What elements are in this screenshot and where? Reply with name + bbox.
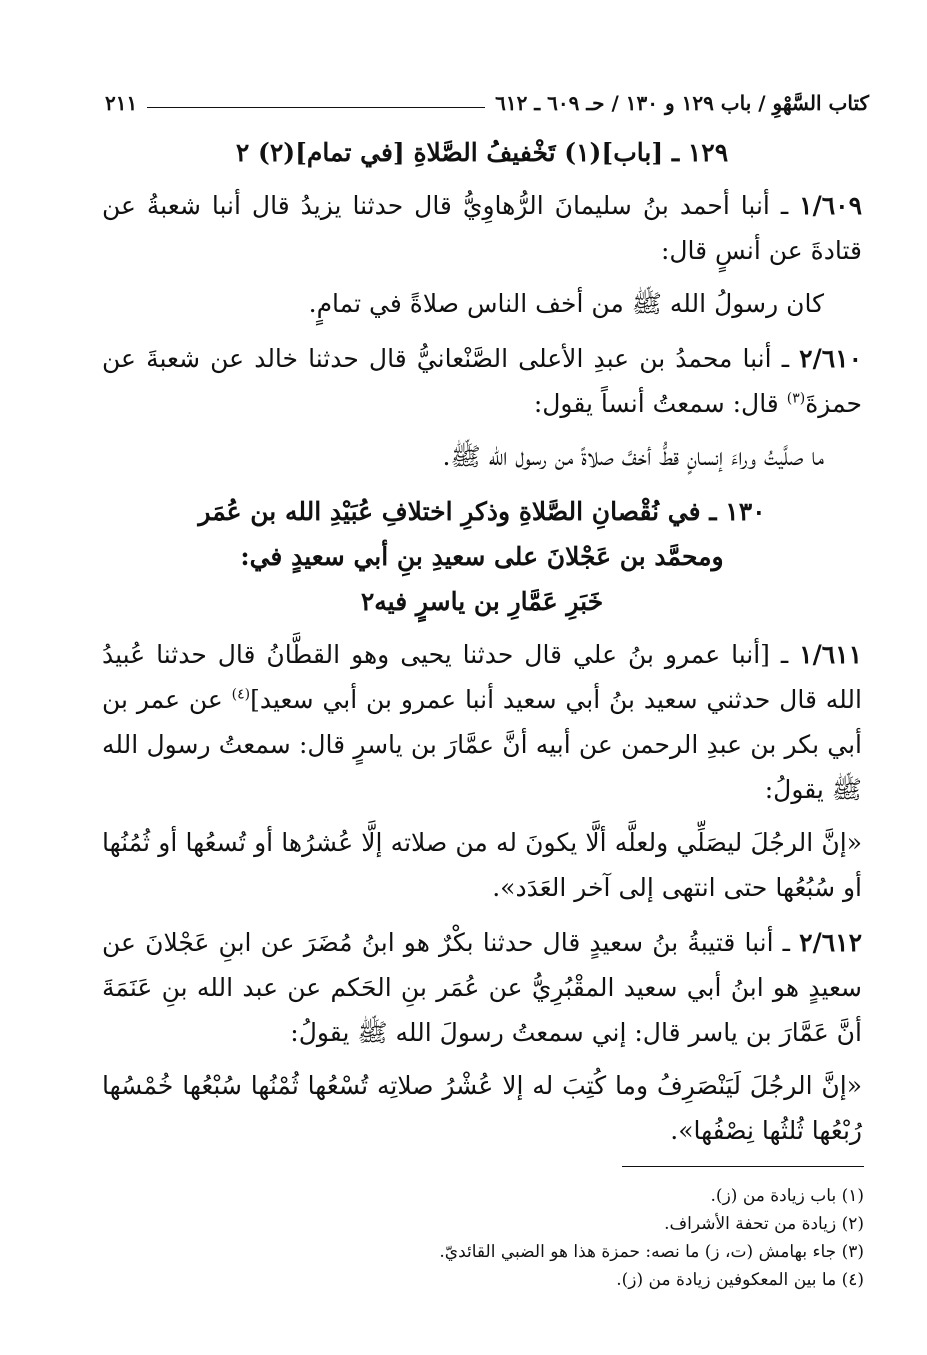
chapter-130-line-3: خَبَرِ عَمَّارِ بن ياسرٍ فيه٢ [360, 587, 604, 616]
hadith-isnad: ـ أنبا أحمد بنُ سليمانَ الرُّهاوِيُّ قال حدثنا يزيدُ قال أنبا شعبةُ عن قتادةَ عن أنسٍ قال: [102, 191, 862, 265]
hadith-610 [102, 336, 862, 426]
chapter-130-line-1: ١٣٠ ـ في نُقْصانِ الصَّلاةِ وذكرِ اختلافِ عُبَيْدِ الله بن عُمَر [198, 497, 766, 526]
running-title: كتاب السَّهْوِ / باب ١٢٩ و ١٣٠ / حـ ٦٠٩ ـ ٦١٢ [495, 91, 869, 115]
page-header [105, 86, 869, 120]
hadith-isnad: ـ أنبا محمدُ بن عبدِ الأعلى الصَّنْعانيُّ قال حدثنا خالد عن شعبةَ عن حمزةَ [102, 344, 862, 418]
page-number: ٢١١ [105, 91, 138, 115]
hadith-609 [102, 183, 862, 273]
hadith-number: ٢/٦١٢ [799, 928, 862, 957]
footnote-1: (١) باب زيادة من (ز). [710, 1186, 864, 1206]
hadith-isnad-end: عن عمر بن أبي بكر بن عبدِ الرحمن عن أبيه أنَّ عمَّارَ بن ياسرٍ قال: سمعتُ رسول الله ﷺ يقولُ: [102, 685, 862, 804]
footnote-separator [622, 1166, 864, 1167]
footnote-marker: (٤) [231, 686, 251, 703]
hadith-number: ١/٦٠٩ [799, 191, 862, 220]
hadith-612-matn: «إنَّ الرجُلَ لَيَنْصَرِفُ وما كُتِبَ له إلا عُشْرُ صلاتِه تُسْعُها ثُمْنُها سُبْعُها خُمْسُها رُبْعُها ثُلثُها نِصْفُها». [102, 1071, 862, 1145]
footnote-2: (٢) زيادة من تحفة الأشراف. [664, 1214, 864, 1234]
chapter-130-heading [102, 489, 862, 624]
hadith-isnad: ـ [أنبا عمرو بنُ علي قال حدثنا يحيى وهو القطَّانُ قال حدثنا عُبيدُ الله قال حدثني سعيد بنُ أبي سعيد أنبا عمرو بن أبي سعيد] [102, 640, 862, 714]
hadith-610-matn: ما صلَّيتُ وراءَ إنسانٍ قطُّ أخفَّ صلاةً من رسول الله ﷺ. [442, 442, 824, 471]
hadith-609-matn: كان رسولُ الله ﷺ من أخف الناس صلاةً في تمامٍ. [308, 289, 824, 318]
chapter-129-heading: ١٢٩ ـ [باب](١) تَخْفيفُ الصَّلاةِ [في تمام](٢) ٢ [235, 138, 729, 167]
hadith-number: ٢/٦١٠ [799, 344, 862, 373]
hadith-611-matn: «إنَّ الرجُلَ ليصَلِّي ولعلَّه ألَّا يكونَ له من صلاته إلَّا عُشرُها أو تُسعُها أو ثُمُنُها أو سُبُعُها حتى انتهى إلى آخر العَدَد». [102, 828, 862, 902]
hadith-number: ١/٦١١ [799, 640, 862, 669]
page-body [102, 130, 862, 1163]
hadith-isnad: ـ أنبا قتيبةُ بنُ سعيدٍ قال حدثنا بكْرٌ هو ابنُ مُضَرَ عن ابنِ عَجْلانَ عن سعيدٍ هو ابنُ أبي سعيد المقْبُرِيُّ عن عُمَر بنِ الحَكم عن عبد الله بنِ عَنَمَةَ أنَّ عَمَّارَ بن ياسر قال: إني سمعتُ رسولَ الله ﷺ يقولُ: [102, 928, 862, 1047]
header-rule [147, 107, 485, 108]
footnotes [300, 1182, 864, 1294]
hadith-611 [102, 632, 862, 812]
hadith-isnad-end: قال: سمعتُ أنساً يقول: [533, 389, 787, 418]
hadith-612 [102, 920, 862, 1055]
footnote-marker: (٣) [786, 390, 806, 407]
chapter-130-line-2: ومحمَّد بن عَجْلانَ على سعيدِ بنِ أبي سعيدٍ في: [240, 542, 724, 571]
footnote-3: (٣) جاء بهامش (ت، ز) ما نصه: حمزة هذا هو الضبي القائديّ. [439, 1242, 864, 1262]
footnote-4: (٤) ما بين المعكوفين زيادة من (ز). [616, 1270, 864, 1290]
